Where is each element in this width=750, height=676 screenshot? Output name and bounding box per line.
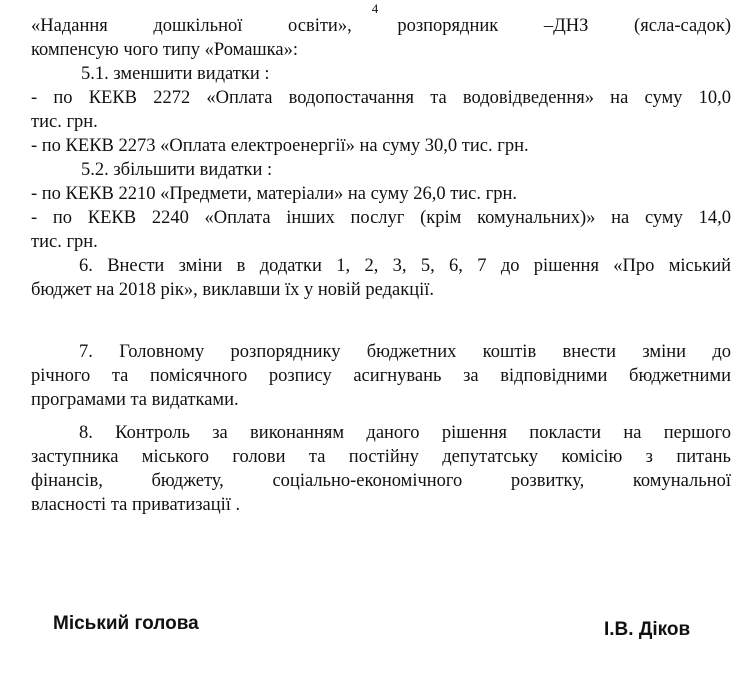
paragraph-8-line: власності та приватизації . [31,495,241,515]
signature-title: Міський голова [53,613,199,634]
paragraph-6-line: 6. Внести зміни в додатки 1, 2, 3, 5, 6, 7 до рішення «Про міський [79,256,731,276]
text-line: - по КЕКВ 2273 «Оплата електроенергії» на суму 30,0 тис. грн. [31,136,529,156]
paragraph-6-line: бюджет на 2018 рік», виклавши їх у новій редакції. [31,280,435,300]
text-line: - по КЕКВ 2240 «Оплата інших послуг (крім комунальних)» на суму 14,0 [31,208,731,228]
paragraph-7 [31,340,731,412]
signature-name: І.В. Діков [604,619,691,640]
text-line: тис. грн. [31,232,98,252]
paragraph-7-line: програмами та видатками. [31,390,239,410]
document-body [31,14,731,302]
subsection-heading: 5.2. збільшити видатки : [81,160,273,180]
text-line: - по КЕКВ 2210 «Предмети, матеріали» на суму 26,0 тис. грн. [31,184,518,204]
text-line: компенсую чого типу «Ромашка»: [31,40,298,60]
paragraph-8-line: заступника міського голови та постійну депутатську комісію з питань [31,447,731,467]
text-line: тис. грн. [31,112,98,132]
paragraph-8 [31,421,731,517]
paragraph-8-line: фінансів, бюджету, соціально-економічного розвитку, комунальної [31,471,731,491]
subsection-heading: 5.1. зменшити видатки : [81,64,270,84]
page-number: 4 [371,1,379,16]
paragraph-8-line: 8. Контроль за виконанням даного рішення покласти на першого [79,423,731,443]
paragraph-7-line: 7. Головному розпоряднику бюджетних коштів внести зміни до [79,342,731,362]
text-line: «Надання дошкільної освіти», розпорядник –ДНЗ (ясла-садок) [31,16,731,36]
paragraph-7-line: річного та помісячного розпису асигнувань за відповідними бюджетними [31,366,731,386]
text-line: - по КЕКВ 2272 «Оплата водопостачання та водовідведення» на суму 10,0 [31,88,731,108]
